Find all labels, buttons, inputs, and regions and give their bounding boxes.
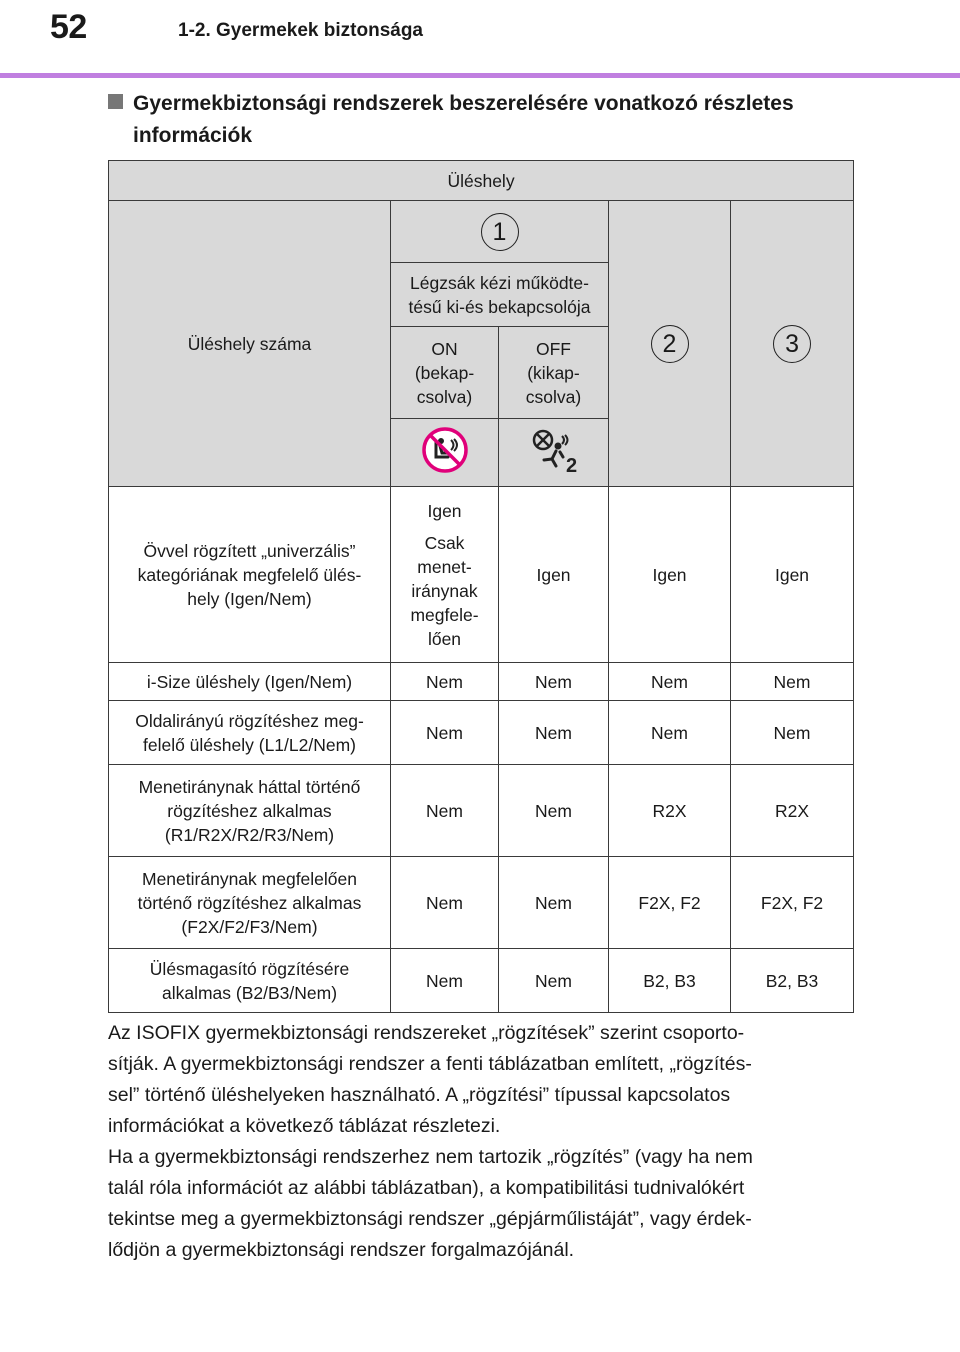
table-row (109, 765, 854, 857)
seat-1-cell (391, 201, 609, 263)
row-label-line: Oldalirányú rögzítéshez meg- (135, 710, 364, 731)
table-row (109, 701, 854, 765)
s3-value: F2X, F2 (731, 857, 854, 949)
on-value-line: Nem (426, 970, 463, 991)
s3-value: B2, B3 (731, 949, 854, 1013)
section-title: 1-2. Gyermekek biztonsága (178, 20, 423, 41)
row-label-line: Övvel rögzített „univerzális” (143, 540, 356, 561)
on-label (391, 327, 499, 419)
heading-line-1: Gyermekbiztonsági rendszerek beszerelésére vonatkozó részletes (133, 92, 794, 115)
passenger-airbag-off-icon (421, 426, 469, 474)
table-row (109, 663, 854, 701)
off-label-line: OFF (536, 338, 571, 359)
airbag-switch-label (391, 263, 609, 327)
s2-value: Nem (609, 701, 731, 765)
off-label-line: (kikap- (527, 362, 580, 383)
on-value-line: Nem (426, 892, 463, 913)
table-title: Üléshely (109, 161, 854, 201)
on-value-line: Nem (426, 722, 463, 743)
s2-value: R2X (609, 765, 731, 857)
seat-3-number: 3 (773, 325, 811, 363)
row-label (109, 765, 391, 857)
on-value-line: Nem (426, 671, 463, 692)
s2-value: F2X, F2 (609, 857, 731, 949)
on-label-line: ON (431, 338, 458, 359)
svg-text:2: 2 (565, 454, 577, 474)
on-value (391, 487, 499, 663)
seat-2-number: 2 (651, 325, 689, 363)
airbag-on-indicator-icon (528, 426, 580, 474)
body-line: Az ISOFIX gyermekbiztonsági rendszereket „rögzítések” szerint csoporto- (108, 1022, 745, 1044)
airbag-switch-label-line-1: Légzsák kézi működte- (410, 272, 589, 293)
row-label (109, 663, 391, 701)
row-label-line: hely (Igen/Nem) (187, 588, 312, 609)
row-label-line: Ülésmagasító rögzítésére (149, 958, 350, 979)
row-label (109, 857, 391, 949)
off-value: Nem (499, 663, 609, 701)
s2-value: B2, B3 (609, 949, 731, 1013)
airbag-switch-label-line-2: tésű ki-és bekapcsolója (408, 296, 591, 317)
body-line: tekintse meg a gyermekbiztonsági rendszer „gépjárműlistáját”, vagy érdek- (108, 1208, 752, 1230)
on-value-line: Igen (427, 500, 462, 521)
body-line: talál róla információt az alábbi táblázatban), a kompatibilitási tudnivalókért (108, 1177, 745, 1199)
s3-value: Igen (731, 487, 854, 663)
seat-2-cell (609, 201, 731, 487)
airbag-on-icon-cell (499, 419, 609, 487)
on-value (391, 765, 499, 857)
seat-compatibility-table (108, 160, 854, 1013)
airbag-off-icon-cell (391, 419, 499, 487)
seat-3-cell (731, 201, 854, 487)
note-spacer (395, 523, 494, 531)
on-value (391, 857, 499, 949)
off-value: Igen (499, 487, 609, 663)
body-line: Ha a gyermekbiztonsági rendszerhez nem tartozik „rögzítés” (vagy ha nem (108, 1146, 753, 1168)
row-label-line: történő rögzítéshez alkalmas (137, 892, 362, 913)
seat-1-number: 1 (481, 213, 519, 251)
off-value: Nem (499, 949, 609, 1013)
s3-value: Nem (731, 701, 854, 765)
s2-value: Igen (609, 487, 731, 663)
body-line: lődjön a gyermekbiztonsági rendszer forgalmazójánál. (108, 1239, 575, 1261)
header-divider (0, 73, 960, 78)
row-label (109, 487, 391, 663)
row-label-line: Menetiránynak háttal történő (138, 776, 361, 797)
off-label (499, 327, 609, 419)
off-value: Nem (499, 701, 609, 765)
row-label-line: (F2X/F2/F3/Nem) (181, 916, 318, 937)
off-value: Nem (499, 857, 609, 949)
on-value (391, 663, 499, 701)
body-line: sítják. A gyermekbiztonsági rendszer a fenti táblázatban említett, „rögzítés- (108, 1053, 752, 1075)
on-note-line: lően (427, 628, 462, 649)
row-label (109, 949, 391, 1013)
row-label-line: Menetiránynak megfelelően (142, 868, 357, 889)
page-number: 52 (50, 8, 87, 46)
s2-value: Nem (609, 663, 731, 701)
row-label-line: felelő üléshely (L1/L2/Nem) (142, 734, 357, 755)
on-value-line: Nem (426, 800, 463, 821)
on-note-line: Csak (424, 532, 465, 553)
on-value (391, 701, 499, 765)
on-value (391, 949, 499, 1013)
row-label-line: kategóriának megfelelő ülés- (137, 564, 362, 585)
on-note-line: menet- (417, 556, 472, 577)
row-label (109, 701, 391, 765)
heading-line-2: információk (133, 124, 253, 147)
s3-value: Nem (731, 663, 854, 701)
body-line: sel” történő üléshelyeken használható. A „rögzítési” típussal kapcsolatos (108, 1084, 731, 1106)
seat-number-label: Üléshely száma (109, 201, 391, 487)
section-heading (108, 88, 868, 152)
on-note-line: megfele- (410, 604, 479, 625)
s3-value: R2X (731, 765, 854, 857)
on-label-line: csolva) (416, 386, 473, 407)
on-note-line: iránynak (411, 580, 478, 601)
row-label-line: rögzítéshez alkalmas (167, 800, 332, 821)
table-row (109, 857, 854, 949)
row-label-line: alkalmas (B2/B3/Nem) (161, 982, 338, 1003)
heading-bullet-icon (108, 94, 123, 109)
on-label-line: (bekap- (414, 362, 475, 383)
table-row (109, 949, 854, 1013)
body-line: információkat a következő táblázat részletezi. (108, 1115, 501, 1137)
row-label-line: (R1/R2X/R2/R3/Nem) (164, 824, 335, 845)
table-row (109, 487, 854, 663)
off-label-line: csolva) (525, 386, 582, 407)
row-label-line: i-Size üléshely (Igen/Nem) (146, 671, 353, 692)
off-value: Nem (499, 765, 609, 857)
body-paragraph (108, 1018, 853, 1266)
